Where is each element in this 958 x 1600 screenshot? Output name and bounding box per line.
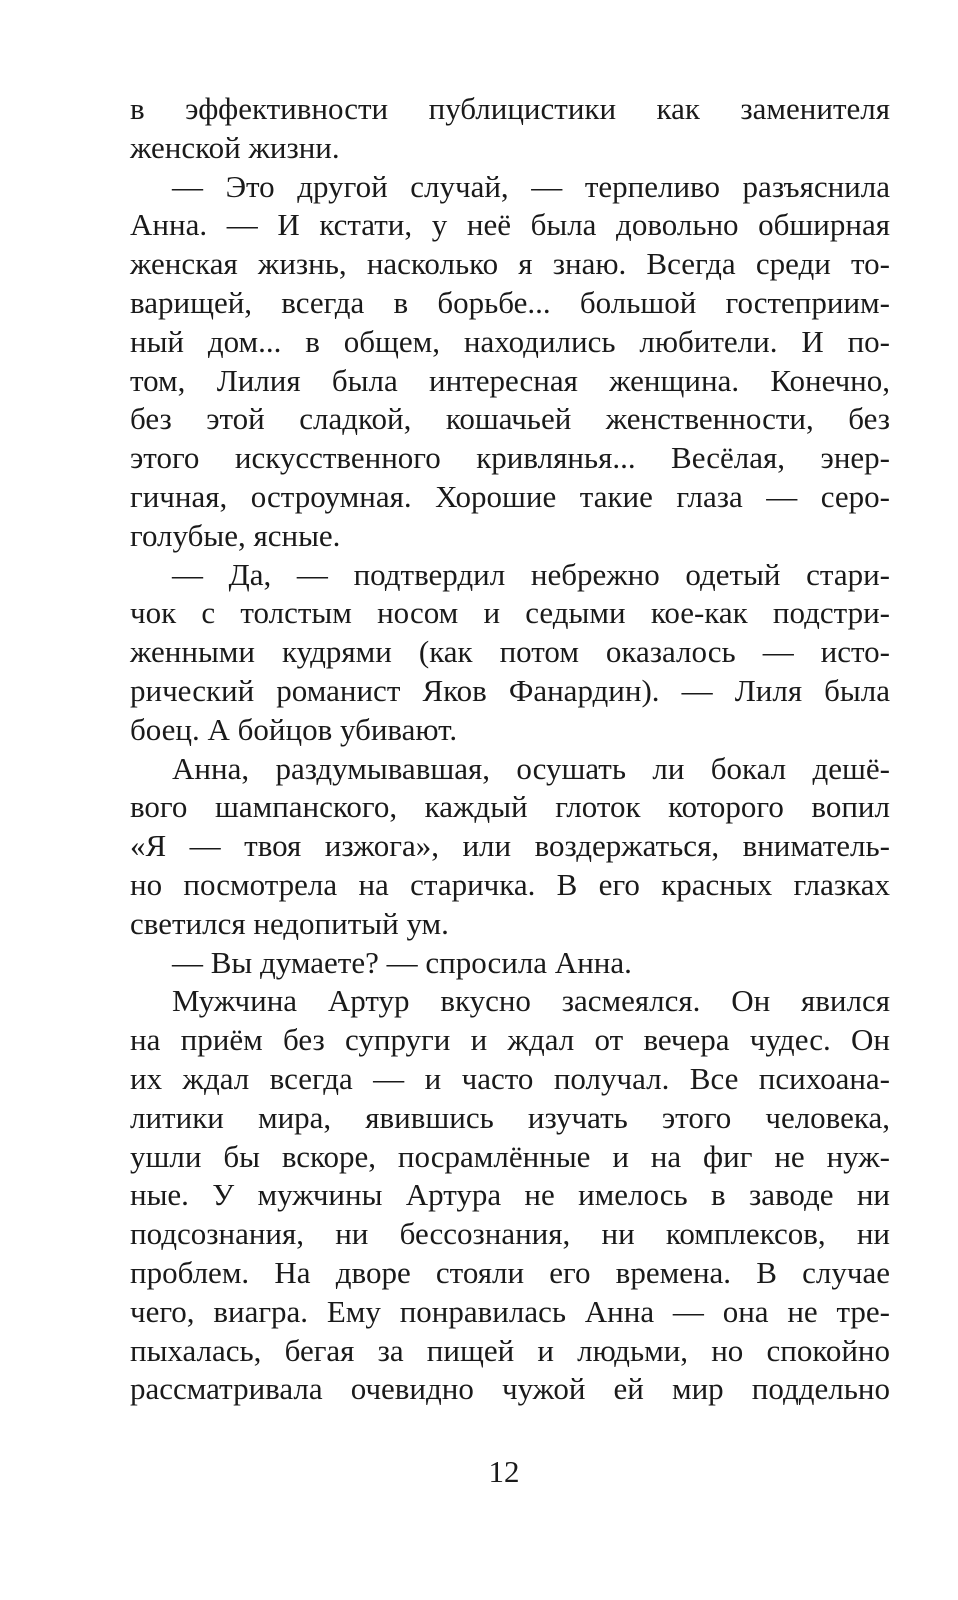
page-text	[130, 90, 890, 1409]
text-line: их ждал всегда — и часто получал. Все психоана-	[130, 1060, 890, 1096]
text-line: без этой сладкой, кошачьей женственности, без	[130, 401, 890, 437]
text-line: — Да, — подтвердил небрежно одетый стари-	[172, 556, 890, 592]
text-line: рассматривала очевидно чужой ей мир поддельно	[130, 1371, 890, 1407]
text-line: Анна. — И кстати, у неё была довольно обширная	[130, 207, 890, 243]
text-line: женской жизни.	[130, 129, 340, 165]
text-line: в эффективности публицистики как заменителя	[130, 91, 890, 126]
text-line: голубые, ясные.	[130, 517, 341, 553]
text-line: этого искусственного кривлянья... Весёлая, энер-	[130, 440, 890, 476]
text-line: женская жизнь, насколько я знаю. Всегда среди то-	[130, 246, 890, 282]
text-line: «Я — твоя изжога», или воздержаться, вниматель-	[130, 828, 890, 864]
text-line: ные. У мужчины Артура не имелось в заводе ни	[130, 1177, 890, 1213]
text-line: чок с толстым носом и седыми кое-как подстри-	[130, 595, 890, 631]
text-line: ный дом... в общем, находились любители. И по-	[130, 323, 890, 359]
text-line: Мужчина Артур вкусно засмеялся. Он явился	[172, 983, 890, 1019]
text-line: проблем. На дворе стояли его времена. В случае	[130, 1254, 890, 1290]
text-line: подсознания, ни бессознания, ни комплексов, ни	[130, 1216, 890, 1252]
text-line: вого шампанского, каждый глоток которого вопил	[130, 789, 890, 825]
text-line: рический романист Яков Фанардин). — Лиля была	[130, 672, 890, 708]
page-number: 12	[488, 1454, 520, 1489]
text-line: литики мира, явившись изучать этого человека,	[130, 1099, 890, 1135]
text-line: том, Лилия была интересная женщина. Конечно,	[130, 362, 890, 398]
text-line: пыхалась, бегая за пищей и людьми, но спокойно	[130, 1332, 890, 1368]
text-line: светился недопитый ум.	[130, 905, 449, 941]
text-line: варищей, всегда в борьбе... большой гостеприим-	[130, 284, 890, 320]
text-line: боец. А бойцов убивают.	[130, 711, 458, 747]
text-line: но посмотрела на старичка. В его красных глазках	[130, 866, 890, 902]
text-line: — Вы думаете? — спросила Анна.	[172, 944, 632, 980]
text-line: Анна, раздумывавшая, осушать ли бокал дешё-	[172, 750, 890, 786]
text-line: гичная, остроумная. Хорошие такие глаза — серо-	[130, 478, 890, 514]
text-line: — Это другой случай, — терпеливо разъяснила	[172, 168, 890, 204]
text-line: чего, виагра. Ему понравилась Анна — она не тре-	[130, 1293, 890, 1329]
text-line: женными кудрями (как потом оказалось — исто-	[130, 634, 890, 670]
text-line: ушли бы вскоре, посрамлённые и на фиг не нуж-	[130, 1138, 890, 1174]
text-line: на приём без супруги и ждал от вечера чудес. Он	[130, 1022, 890, 1058]
